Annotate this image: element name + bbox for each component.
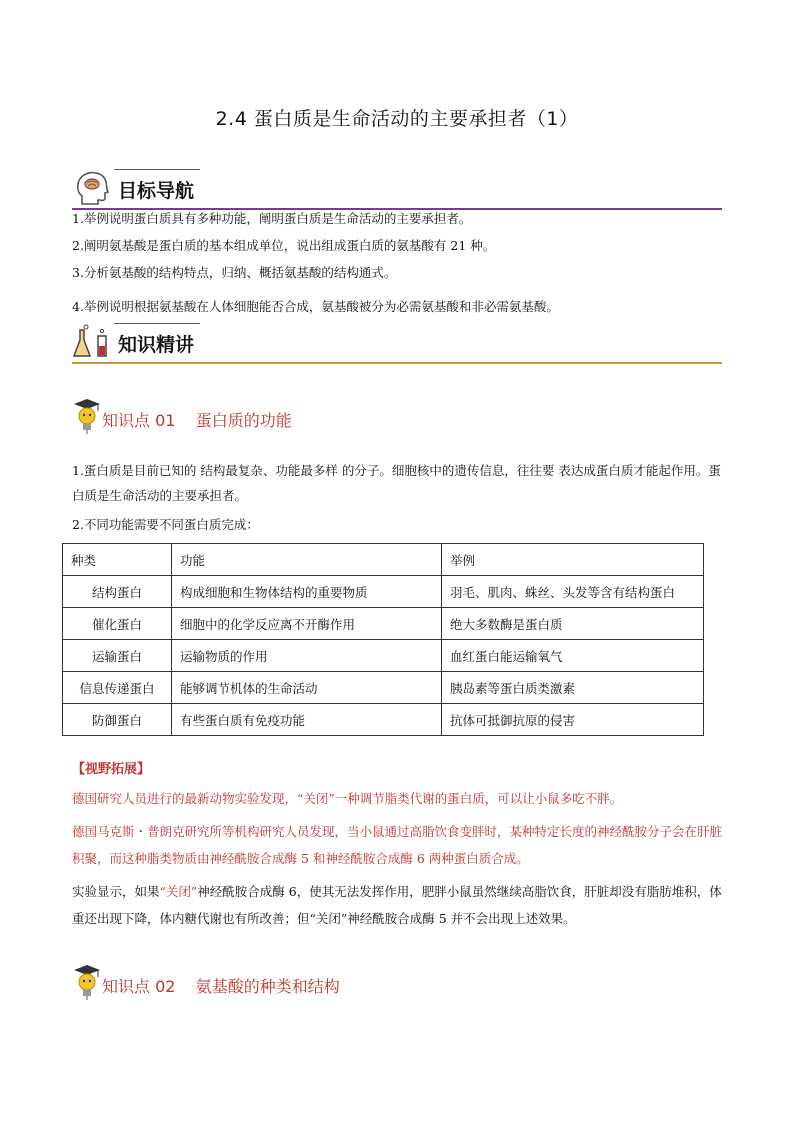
kp1-paragraph-2: 2.不同功能需要不同蛋白质完成： <box>72 517 259 532</box>
table-cell: 胰岛素等蛋白质类激素 <box>442 672 704 704</box>
table-cell: 羽毛、肌肉、蛛丝、头发等含有结构蛋白 <box>442 576 704 608</box>
table-cell: 运输物质的作用 <box>172 640 442 672</box>
extension-paragraph-3 <box>72 878 724 932</box>
knowledge-point-02 <box>72 963 472 1003</box>
heading-rule <box>72 362 722 364</box>
extension-p3-quote: “关闭” <box>159 884 198 899</box>
knowledge-point-01 <box>72 397 472 437</box>
extension-p3-rest: 神经酰胺合成酶 6，使其无法发挥作用，肥胖小鼠虽然继续高脂饮食，肝脏却没有脂肪堆积，体重还出现下降，体内糖代谢也有所改善；但“关闭”神经酰胺合成酶 5 并不会出现上述效果。 <box>72 884 722 926</box>
table-cell: 血红蛋白能运输氧气 <box>442 640 704 672</box>
knowledge-point-label: 知识点 02 氨基酸的种类和结构 <box>102 977 340 996</box>
table-cell: 细胞中的化学反应离不开酶作用 <box>172 608 442 640</box>
extension-p3-start: 实验显示，如果 <box>72 884 160 899</box>
knowledge-point-label: 知识点 01 蛋白质的功能 <box>102 411 292 430</box>
table-cell: 绝大多数酶是蛋白质 <box>442 608 704 640</box>
brain-head-icon <box>72 168 112 208</box>
table-row <box>63 672 704 704</box>
table-row <box>63 608 704 640</box>
table-cell: 抗体可抵御抗原的侵害 <box>442 704 704 736</box>
section-heading-goals <box>72 168 722 208</box>
table-cell: 有些蛋白质有免疫功能 <box>172 704 442 736</box>
section-heading-label: 知识精讲 <box>118 334 195 356</box>
table-cell: 构成细胞和生物体结构的重要物质 <box>172 576 442 608</box>
extension-paragraph-1: 德国研究人员进行的最新动物实验发现，“关闭”一种调节脂类代谢的蛋白质，可以让小鼠多吃不胖。 <box>72 791 623 806</box>
protein-function-table <box>62 543 704 736</box>
table-header-cell: 举例 <box>442 544 704 576</box>
table-cell: 运输蛋白 <box>63 640 172 672</box>
table-row <box>63 704 704 736</box>
table-cell: 信息传递蛋白 <box>63 672 172 704</box>
table-row <box>63 576 704 608</box>
heading-top-line <box>114 169 200 170</box>
table-cell: 能够调节机体的生命活动 <box>172 672 442 704</box>
table-row <box>63 640 704 672</box>
table-header-row <box>63 544 704 576</box>
extension-title: 【视野拓展】 <box>72 762 151 777</box>
kp1-paragraph-1: 1.蛋白质是目前已知的 结构最复杂、功能最多样 的分子。细胞核中的遗传信息，往往要 表达成蛋白质才能起作用。蛋白质是生命活动的主要承担者。 <box>72 463 721 503</box>
section-heading-label: 目标导航 <box>118 180 195 202</box>
table-header-cell: 功能 <box>172 544 442 576</box>
table-cell: 防御蛋白 <box>63 704 172 736</box>
goal-item-2: 2.阐明氨基酸是蛋白质的基本组成单位，说出组成蛋白质的氨基酸有 21 种。 <box>72 238 496 253</box>
bulb-graduate-icon <box>72 963 102 1001</box>
table-header-cell: 种类 <box>63 544 172 576</box>
page-title: 2.4 蛋白质是生命活动的主要承担者（1） <box>215 108 579 130</box>
lab-flask-icon <box>72 322 112 362</box>
section-heading-knowledge <box>72 322 722 362</box>
table-cell: 催化蛋白 <box>63 608 172 640</box>
table-cell: 结构蛋白 <box>63 576 172 608</box>
extension-paragraph-2: 德国马克斯・普朗克研究所等机构研究人员发现，当小鼠通过高脂饮食变胖时，某种特定长度的神经酰胺分子会在肝脏积聚，而这种脂类物质由神经酰胺合成酶 5 和神经酰胺合成酶 6 两种蛋白质合成。 <box>72 824 723 866</box>
bulb-graduate-icon <box>72 397 102 435</box>
goal-item-4: 4.举例说明根据氨基酸在人体细胞能否合成，氨基酸被分为必需氨基酸和非必需氨基酸。 <box>72 299 559 314</box>
goal-item-1: 1.举例说明蛋白质具有多种功能，阐明蛋白质是生命活动的主要承担者。 <box>72 211 472 226</box>
goal-item-3: 3.分析氨基酸的结构特点，归纳、概括氨基酸的结构通式。 <box>72 265 397 280</box>
heading-top-line <box>114 323 200 324</box>
